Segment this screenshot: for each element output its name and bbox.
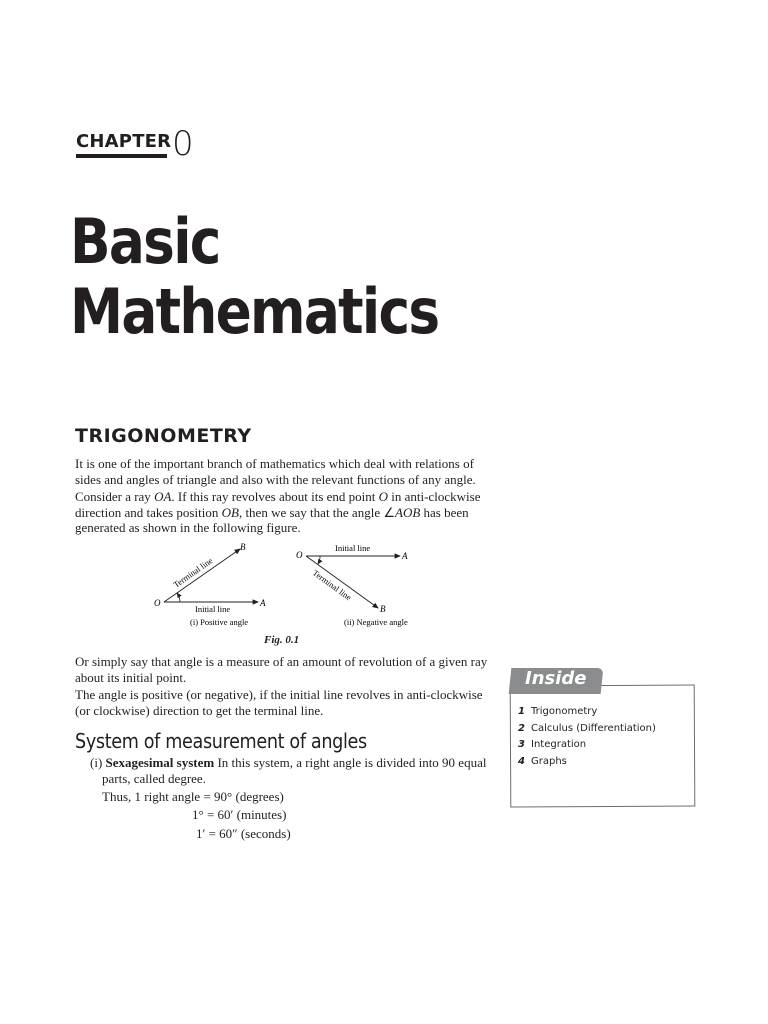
equation-right-angle: Thus, 1 right angle = 90° (degrees)	[102, 789, 284, 804]
positive-angle-diagram	[154, 542, 266, 627]
item-text-1: In this system, a right angle is divided into 90 equal	[214, 755, 487, 770]
paragraph-3: Or simply say that angle is a measure of an amount of revolution of a given ray about its initial point.	[75, 654, 488, 685]
left-label-a: A	[260, 598, 266, 608]
equation-degree: 1° = 60′ (minutes)	[192, 807, 287, 822]
right-terminal-label: Terminal line	[310, 567, 354, 603]
inside-list	[518, 704, 656, 771]
left-caption: (i) Positive angle	[190, 617, 249, 627]
paragraph-2-segment: . If this ray revolves about its end point	[171, 489, 379, 504]
list-item	[518, 754, 656, 771]
paragraph-2-segment: Consider a ray	[75, 489, 155, 504]
paragraph-2-segment: OB	[221, 504, 239, 520]
inside-tab-label: Inside	[525, 668, 587, 689]
page-title-line1: Basic	[70, 205, 220, 278]
equation-minute: 1′ = 60″ (seconds)	[196, 826, 291, 841]
right-label-o: O	[296, 550, 303, 560]
left-label-b: B	[240, 542, 246, 552]
section-heading: TRIGONOMETRY	[75, 425, 252, 447]
list-item	[518, 721, 656, 738]
inside-item-label: Calculus (Differentiation)	[531, 722, 656, 734]
chapter-underline	[76, 154, 167, 158]
item-term: Sexagesimal system	[105, 755, 215, 770]
angle-figure	[140, 538, 440, 634]
inside-item-number: 2	[518, 722, 525, 734]
paragraph-2-segment: O	[378, 489, 389, 504]
inside-item-number: 4	[518, 756, 525, 768]
inside-item-label: Trigonometry	[531, 706, 598, 717]
right-initial-label: Initial line	[335, 543, 371, 553]
paragraph-2-segment: , then we say that the angle ∠	[238, 504, 395, 520]
chapter-label: CHAPTER	[76, 131, 172, 152]
right-label-b: B	[380, 604, 386, 614]
figure-caption: Fig. 0.1	[264, 634, 300, 646]
left-terminal-label: Terminal line	[171, 555, 215, 590]
inside-item-number: 1	[518, 706, 525, 717]
inside-item-label: Integration	[531, 739, 587, 751]
subsection-heading: System of measurement of angles	[75, 729, 367, 753]
left-label-o: O	[154, 598, 161, 608]
item-text-2: parts, called degree.	[102, 771, 206, 786]
paragraph-2	[75, 489, 495, 536]
paragraph-2-segment: has been generated as shown in the following figure.	[75, 504, 469, 535]
paragraph-2-segment: in anti-clockwise direction and takes position	[75, 489, 481, 520]
paragraph-2-segment: OA	[154, 489, 172, 504]
right-caption: (ii) Negative angle	[344, 617, 408, 627]
list-item	[518, 737, 656, 754]
item-prefix: (i)	[90, 755, 106, 770]
inside-item-label: Graphs	[531, 756, 567, 768]
negative-angle-diagram	[296, 543, 408, 627]
inside-item-number: 3	[518, 739, 525, 751]
paragraph-2-segment: AOB	[395, 504, 421, 520]
right-label-a: A	[402, 551, 408, 561]
left-initial-label: Initial line	[195, 604, 231, 614]
paragraph-1: It is one of the important branch of mathematics which deal with relations of sides and angles of triangle and also with the relevant functions of any angle.	[75, 456, 476, 487]
chapter-number: 0	[172, 124, 194, 164]
list-item	[518, 704, 656, 721]
page-title-line2: Mathematics	[70, 275, 439, 348]
list-item-sexagesimal	[90, 755, 500, 787]
paragraph-4: The angle is positive (or negative), if the initial line revolves in anti-clockwise (or clockwise) direction to get the terminal line.	[75, 687, 483, 718]
